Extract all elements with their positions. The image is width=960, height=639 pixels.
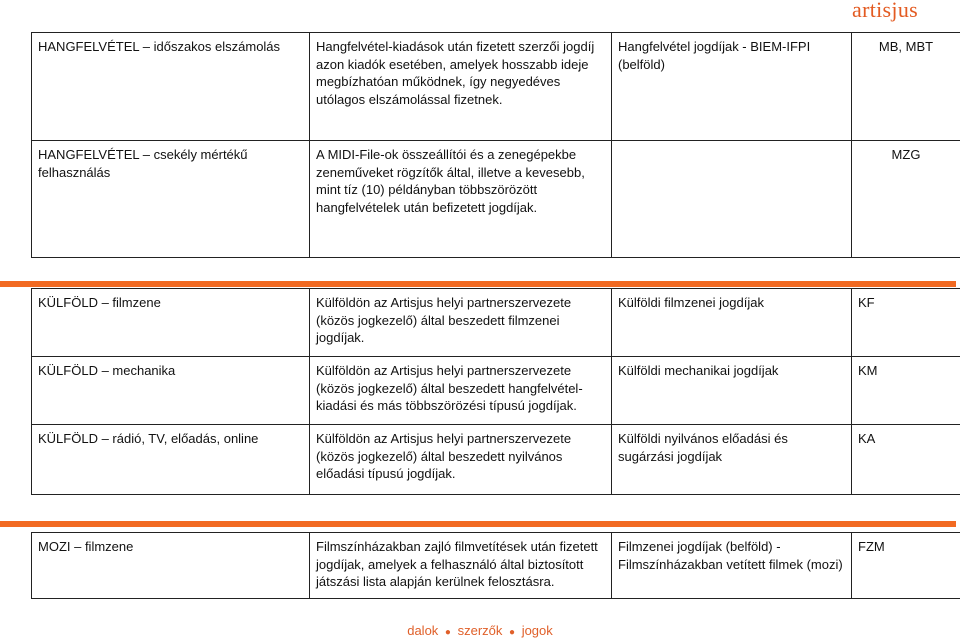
type-cell: Hangfelvétel jogdíjak - BIEM-IFPI (belföld) [612,33,852,141]
table-row [32,357,960,425]
type-cell: Külföldi nyilvános előadási és sugárzási jogdíjak [612,425,852,495]
category-cell: MOZI – filmzene [32,533,310,599]
description-cell: Külföldön az Artisjus helyi partnerszervezete (közös jogkezelő) által beszedett filmzenei jogdíjak. [310,289,612,357]
rights-table-kulfold [31,288,960,495]
code-cell: KA [852,425,960,495]
footer-dot-icon: ● [444,627,451,638]
accent-band [0,281,956,287]
type-cell: Külföldi filmzenei jogdíjak [612,289,852,357]
description-cell: Külföldön az Artisjus helyi partnerszervezete (közös jogkezelő) által beszedett hangfelvétel-kiadási és más többszörözési típusú jogdíjak. [310,357,612,425]
artisjus-logo: artisjus [852,0,918,22]
code-cell: KM [852,357,960,425]
description-cell: Hangfelvétel-kiadások után fizetett szerzői jogdíj azon kiadók esetében, amelyek hosszabb ideje megbízhatóan működnek, így negyedéves utólagos elszámolással fizetnek. [310,33,612,141]
description-cell: Filmszínházakban zajló filmvetítések után fizetett jogdíjak, amelyek a felhasználó által biztosított játszási lista alapján kerülnek felosztásra. [310,533,612,599]
category-cell: KÜLFÖLD – rádió, TV, előadás, online [32,425,310,495]
table-row [32,289,960,357]
footer-word-szerzok: szerzők [457,623,503,638]
category-cell: KÜLFÖLD – mechanika [32,357,310,425]
footer-word-jogok: jogok [521,623,553,638]
table-row [32,141,960,258]
rights-table-mozi [31,532,960,599]
category-cell: HANGFELVÉTEL – csekély mértékű felhasználás [32,141,310,258]
category-cell: KÜLFÖLD – filmzene [32,289,310,357]
footer-word-dalok: dalok [407,623,439,638]
type-cell: Filmzenei jogdíjak (belföld) - Filmszínházakban vetített filmek (mozi) [612,533,852,599]
table-row [32,533,960,599]
footer-dot-icon: ● [509,627,516,638]
category-cell: HANGFELVÉTEL – időszakos elszámolás [32,33,310,141]
code-cell: MZG [852,141,960,258]
table-row [32,33,960,141]
code-cell: FZM [852,533,960,599]
description-cell: Külföldön az Artisjus helyi partnerszervezete (közös jogkezelő) által beszedett nyilvános előadási típusú jogdíjak. [310,425,612,495]
type-cell [612,141,852,258]
type-cell: Külföldi mechanikai jogdíjak [612,357,852,425]
code-cell: KF [852,289,960,357]
rights-table-hangfelvetel [31,32,960,258]
accent-band [0,521,956,527]
code-cell: MB, MBT [852,33,960,141]
description-cell: A MIDI-File-ok összeállítói és a zenegépekbe zeneműveket rögzítők által, illetve a kevesebb, mint tíz (10) példányban többszörözött hangfelvételek után befizetett jogdíjak. [310,141,612,258]
footer-tagline [0,623,960,638]
table-row [32,425,960,495]
